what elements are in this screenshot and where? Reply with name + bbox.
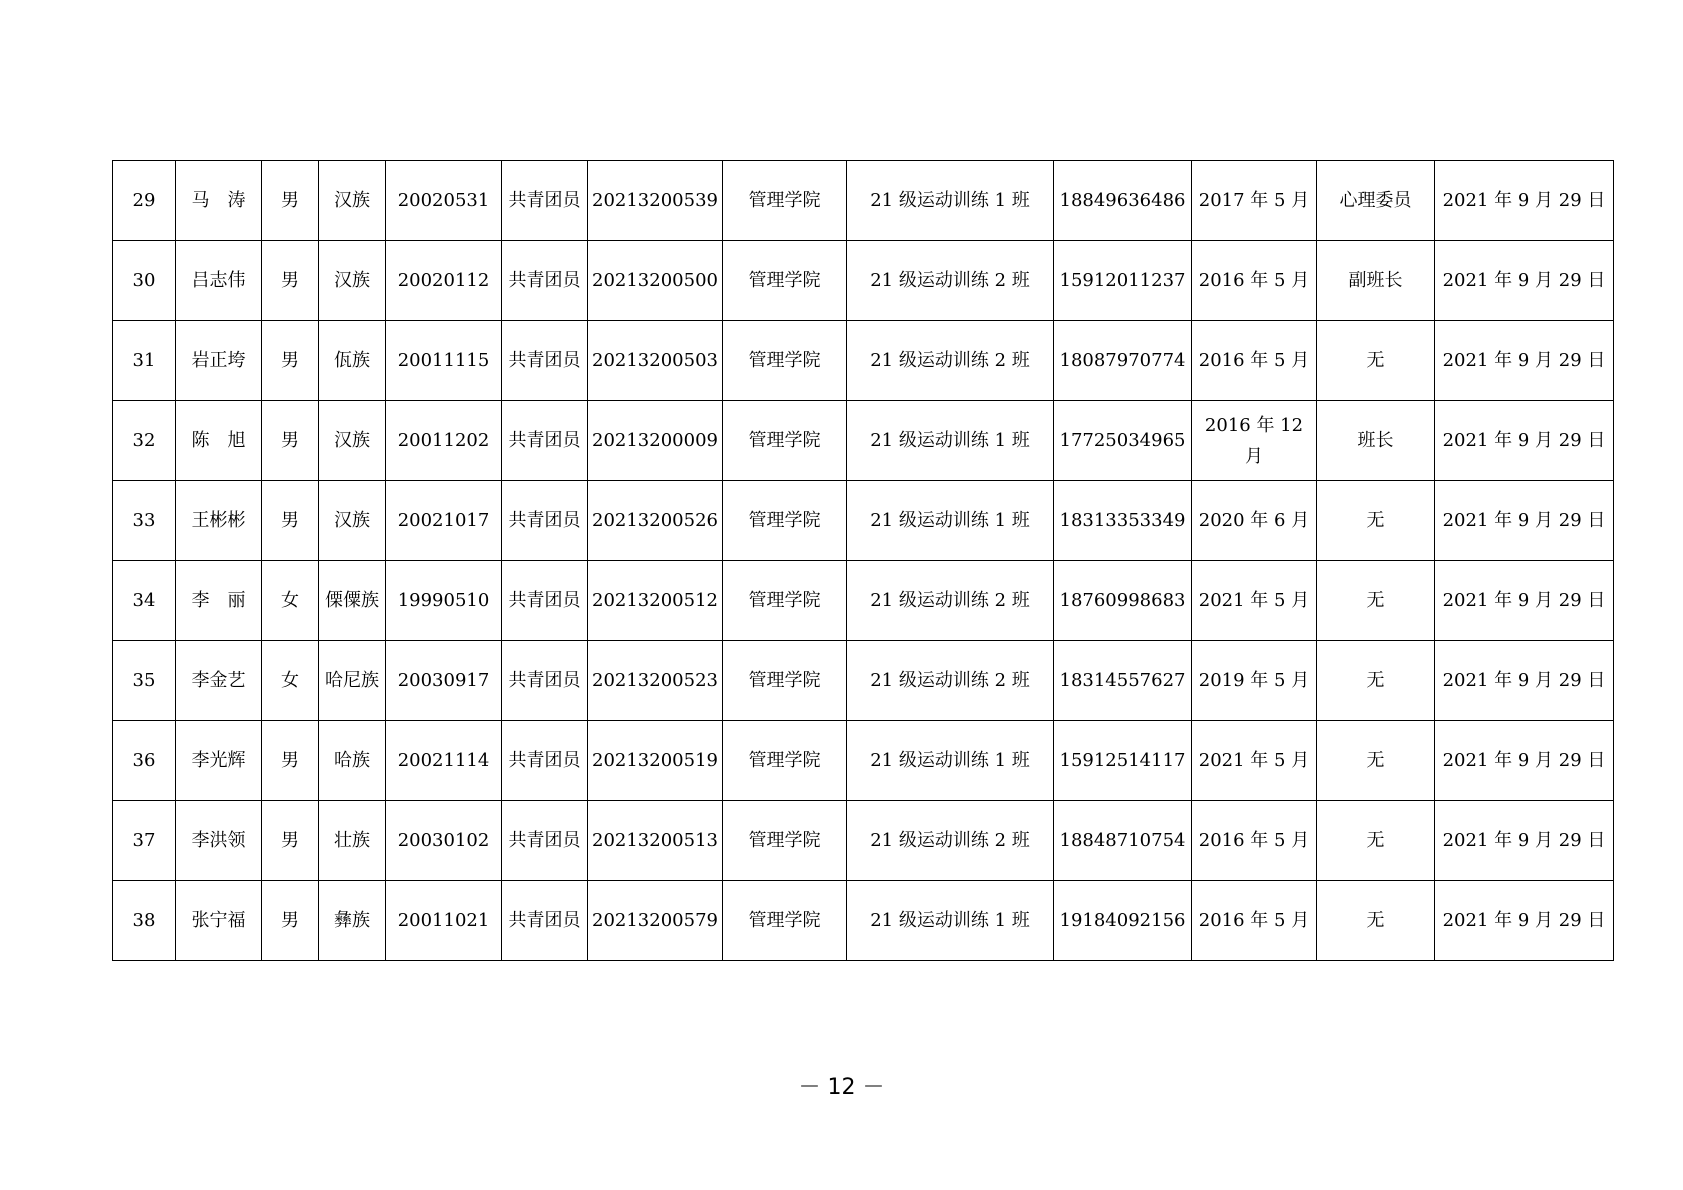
ethnicity-cell: 汉族 <box>319 241 386 321</box>
join-date-cell: 2016 年 5 月 <box>1192 241 1317 321</box>
ethnicity-cell: 佤族 <box>319 321 386 401</box>
college-cell: 管理学院 <box>723 801 847 881</box>
class-name-cell: 21 级运动训练 1 班 <box>847 721 1054 801</box>
birth-date-cell: 20011202 <box>386 401 502 481</box>
table-row <box>113 641 1614 721</box>
student-name-cell: 王彬彬 <box>176 481 262 561</box>
join-date-cell: 2021 年 5 月 <box>1192 561 1317 641</box>
student-name-cell: 陈 旭 <box>176 401 262 481</box>
row-number-cell: 29 <box>113 161 176 241</box>
record-date-cell: 2021 年 9 月 29 日 <box>1435 721 1614 801</box>
student-id-cell: 20213200539 <box>588 161 723 241</box>
student-name-cell: 马 涛 <box>176 161 262 241</box>
birth-date-cell: 20020531 <box>386 161 502 241</box>
student-id-cell: 20213200500 <box>588 241 723 321</box>
student-name-cell: 岩正垮 <box>176 321 262 401</box>
political-status-cell: 共青团员 <box>502 481 588 561</box>
political-status-cell: 共青团员 <box>502 561 588 641</box>
birth-date-cell: 20021017 <box>386 481 502 561</box>
row-number-cell: 37 <box>113 801 176 881</box>
ethnicity-cell: 汉族 <box>319 481 386 561</box>
gender-cell: 男 <box>262 401 319 481</box>
class-name-cell: 21 级运动训练 1 班 <box>847 401 1054 481</box>
phone-number-cell: 18848710754 <box>1054 801 1192 881</box>
join-date-cell: 2016 年 5 月 <box>1192 881 1317 961</box>
political-status-cell: 共青团员 <box>502 641 588 721</box>
join-date-cell: 2017 年 5 月 <box>1192 161 1317 241</box>
class-name-cell: 21 级运动训练 2 班 <box>847 321 1054 401</box>
join-date-cell: 2016 年 5 月 <box>1192 321 1317 401</box>
class-position-cell: 无 <box>1317 721 1435 801</box>
phone-number-cell: 15912011237 <box>1054 241 1192 321</box>
student-id-cell: 20213200512 <box>588 561 723 641</box>
table-row <box>113 161 1614 241</box>
student-id-cell: 20213200513 <box>588 801 723 881</box>
record-date-cell: 2021 年 9 月 29 日 <box>1435 241 1614 321</box>
phone-number-cell: 18313353349 <box>1054 481 1192 561</box>
class-position-cell: 无 <box>1317 561 1435 641</box>
class-name-cell: 21 级运动训练 1 班 <box>847 161 1054 241</box>
birth-date-cell: 20011115 <box>386 321 502 401</box>
college-cell: 管理学院 <box>723 241 847 321</box>
phone-number-cell: 18314557627 <box>1054 641 1192 721</box>
birth-date-cell: 20021114 <box>386 721 502 801</box>
gender-cell: 男 <box>262 481 319 561</box>
political-status-cell: 共青团员 <box>502 881 588 961</box>
record-date-cell: 2021 年 9 月 29 日 <box>1435 881 1614 961</box>
gender-cell: 男 <box>262 161 319 241</box>
student-id-cell: 20213200579 <box>588 881 723 961</box>
phone-number-cell: 18849636486 <box>1054 161 1192 241</box>
class-position-cell: 无 <box>1317 641 1435 721</box>
phone-number-cell: 15912514117 <box>1054 721 1192 801</box>
row-number-cell: 36 <box>113 721 176 801</box>
join-date-cell: 2019 年 5 月 <box>1192 641 1317 721</box>
student-name-cell: 李金艺 <box>176 641 262 721</box>
student-id-cell: 20213200526 <box>588 481 723 561</box>
ethnicity-cell: 哈尼族 <box>319 641 386 721</box>
gender-cell: 男 <box>262 241 319 321</box>
row-number-cell: 35 <box>113 641 176 721</box>
political-status-cell: 共青团员 <box>502 161 588 241</box>
birth-date-cell: 19990510 <box>386 561 502 641</box>
birth-date-cell: 20030102 <box>386 801 502 881</box>
student-id-cell: 20213200009 <box>588 401 723 481</box>
row-number-cell: 33 <box>113 481 176 561</box>
row-number-cell: 32 <box>113 401 176 481</box>
gender-cell: 女 <box>262 641 319 721</box>
birth-date-cell: 20011021 <box>386 881 502 961</box>
join-date-cell: 2016 年 5 月 <box>1192 801 1317 881</box>
student-id-cell: 20213200523 <box>588 641 723 721</box>
class-name-cell: 21 级运动训练 1 班 <box>847 881 1054 961</box>
table-row <box>113 321 1614 401</box>
college-cell: 管理学院 <box>723 721 847 801</box>
roster-body <box>113 161 1614 961</box>
table-row <box>113 801 1614 881</box>
ethnicity-cell: 壮族 <box>319 801 386 881</box>
political-status-cell: 共青团员 <box>502 321 588 401</box>
page-number: － 12 － <box>798 1075 885 1100</box>
phone-number-cell: 17725034965 <box>1054 401 1192 481</box>
ethnicity-cell: 哈族 <box>319 721 386 801</box>
record-date-cell: 2021 年 9 月 29 日 <box>1435 161 1614 241</box>
join-date-cell: 2016 年 12 月 <box>1192 401 1317 481</box>
college-cell: 管理学院 <box>723 881 847 961</box>
record-date-cell: 2021 年 9 月 29 日 <box>1435 401 1614 481</box>
row-number-cell: 30 <box>113 241 176 321</box>
gender-cell: 男 <box>262 801 319 881</box>
birth-date-cell: 20020112 <box>386 241 502 321</box>
birth-date-cell: 20030917 <box>386 641 502 721</box>
phone-number-cell: 18087970774 <box>1054 321 1192 401</box>
college-cell: 管理学院 <box>723 561 847 641</box>
student-id-cell: 20213200503 <box>588 321 723 401</box>
join-date-cell: 2021 年 5 月 <box>1192 721 1317 801</box>
class-name-cell: 21 级运动训练 2 班 <box>847 641 1054 721</box>
political-status-cell: 共青团员 <box>502 241 588 321</box>
student-name-cell: 李洪领 <box>176 801 262 881</box>
class-position-cell: 副班长 <box>1317 241 1435 321</box>
table-row <box>113 561 1614 641</box>
class-position-cell: 心理委员 <box>1317 161 1435 241</box>
ethnicity-cell: 傈僳族 <box>319 561 386 641</box>
record-date-cell: 2021 年 9 月 29 日 <box>1435 561 1614 641</box>
record-date-cell: 2021 年 9 月 29 日 <box>1435 801 1614 881</box>
class-position-cell: 班长 <box>1317 401 1435 481</box>
ethnicity-cell: 汉族 <box>319 401 386 481</box>
class-name-cell: 21 级运动训练 1 班 <box>847 481 1054 561</box>
gender-cell: 男 <box>262 321 319 401</box>
row-number-cell: 38 <box>113 881 176 961</box>
row-number-cell: 31 <box>113 321 176 401</box>
college-cell: 管理学院 <box>723 161 847 241</box>
student-name-cell: 李 丽 <box>176 561 262 641</box>
class-position-cell: 无 <box>1317 321 1435 401</box>
college-cell: 管理学院 <box>723 481 847 561</box>
table-row <box>113 481 1614 561</box>
student-name-cell: 吕志伟 <box>176 241 262 321</box>
political-status-cell: 共青团员 <box>502 401 588 481</box>
table-row <box>113 881 1614 961</box>
table-row <box>113 721 1614 801</box>
phone-number-cell: 19184092156 <box>1054 881 1192 961</box>
ethnicity-cell: 汉族 <box>319 161 386 241</box>
join-date-cell: 2020 年 6 月 <box>1192 481 1317 561</box>
class-position-cell: 无 <box>1317 481 1435 561</box>
class-name-cell: 21 级运动训练 2 班 <box>847 241 1054 321</box>
row-number-cell: 34 <box>113 561 176 641</box>
gender-cell: 男 <box>262 721 319 801</box>
class-name-cell: 21 级运动训练 2 班 <box>847 561 1054 641</box>
ethnicity-cell: 彝族 <box>319 881 386 961</box>
gender-cell: 女 <box>262 561 319 641</box>
record-date-cell: 2021 年 9 月 29 日 <box>1435 481 1614 561</box>
college-cell: 管理学院 <box>723 641 847 721</box>
political-status-cell: 共青团员 <box>502 801 588 881</box>
class-name-cell: 21 级运动训练 2 班 <box>847 801 1054 881</box>
record-date-cell: 2021 年 9 月 29 日 <box>1435 321 1614 401</box>
class-position-cell: 无 <box>1317 801 1435 881</box>
student-name-cell: 张宁福 <box>176 881 262 961</box>
phone-number-cell: 18760998683 <box>1054 561 1192 641</box>
class-position-cell: 无 <box>1317 881 1435 961</box>
member-roster-table <box>112 160 1614 961</box>
college-cell: 管理学院 <box>723 401 847 481</box>
student-name-cell: 李光辉 <box>176 721 262 801</box>
table-row <box>113 401 1614 481</box>
political-status-cell: 共青团员 <box>502 721 588 801</box>
table-row <box>113 241 1614 321</box>
gender-cell: 男 <box>262 881 319 961</box>
college-cell: 管理学院 <box>723 321 847 401</box>
record-date-cell: 2021 年 9 月 29 日 <box>1435 641 1614 721</box>
student-id-cell: 20213200519 <box>588 721 723 801</box>
